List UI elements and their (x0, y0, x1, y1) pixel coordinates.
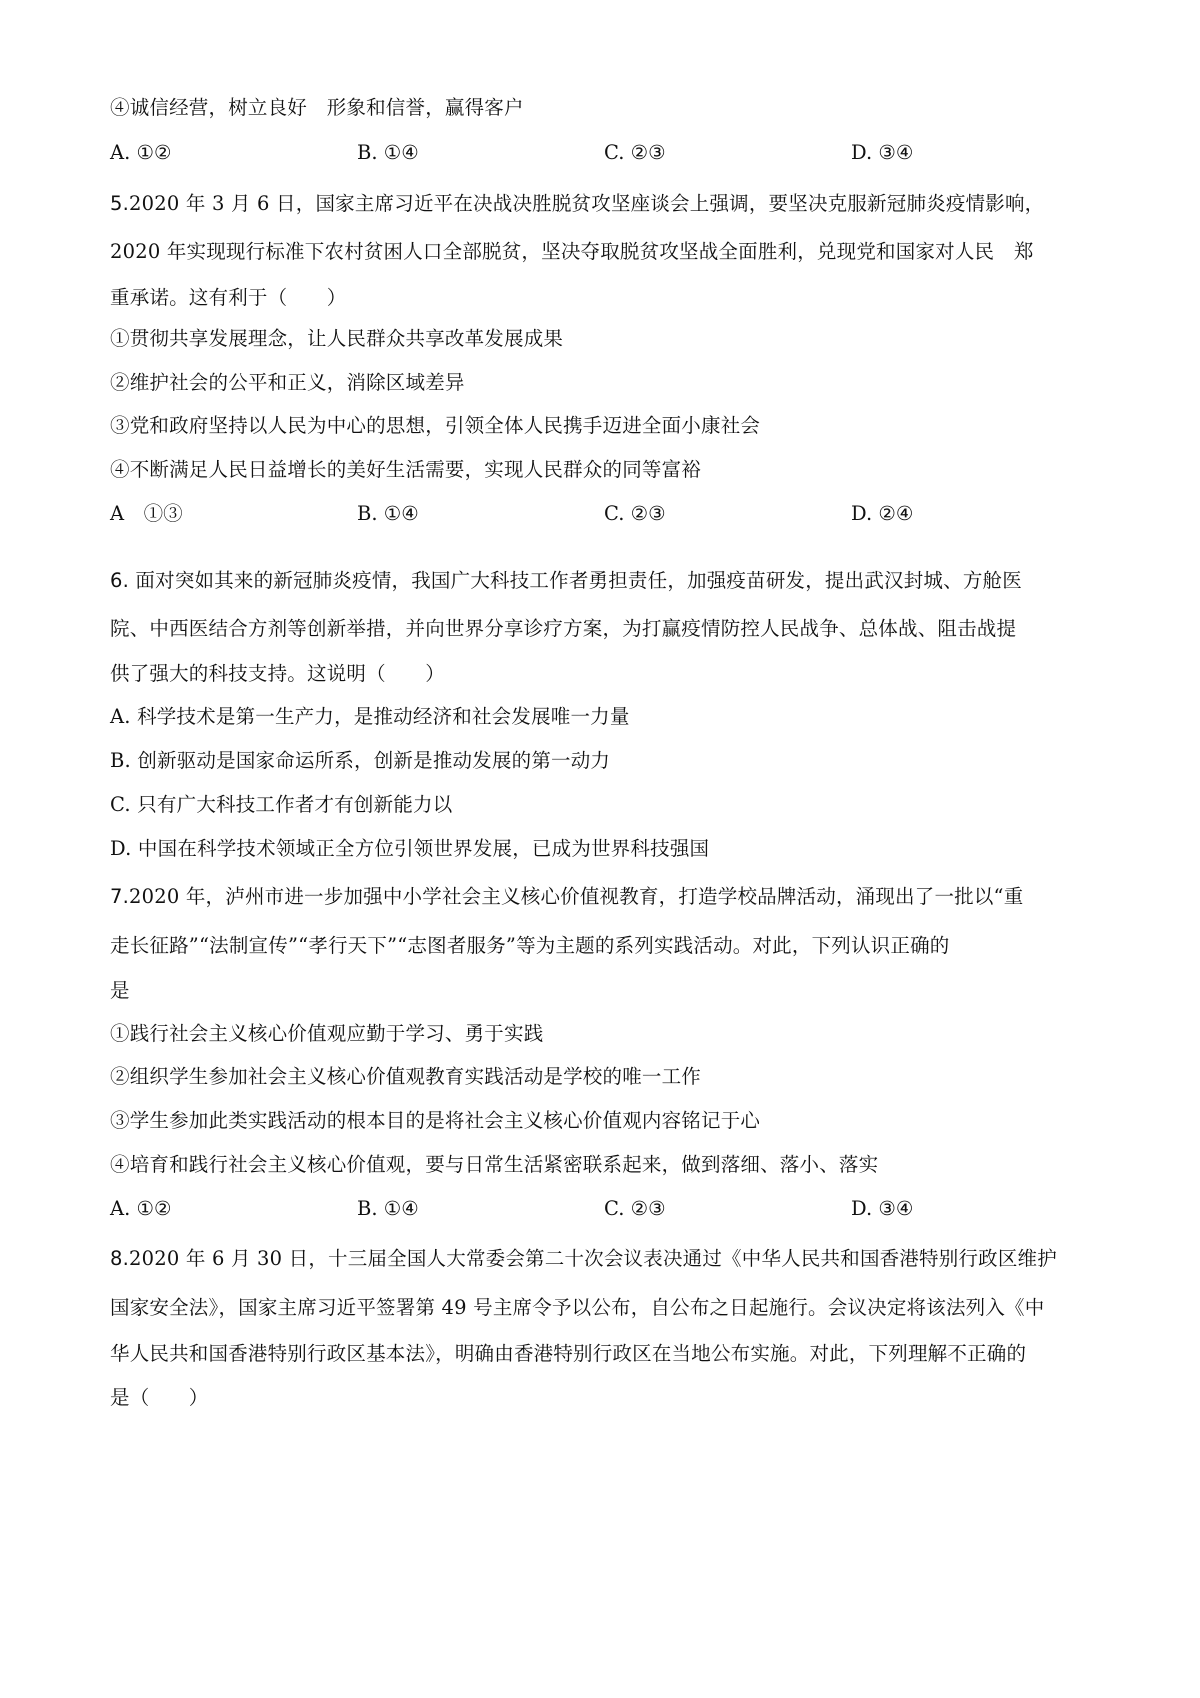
q7-option-c: C. ②③ (604, 1197, 666, 1220)
q5-stem-line-3: 重承诺。这有利于（ ） (110, 286, 347, 309)
q6-stem-line-1 (110, 567, 1110, 595)
q8-stem-line-1 (110, 1245, 1110, 1273)
q7-number: 7. (110, 885, 130, 908)
q4-option-b: B. ①④ (357, 141, 419, 164)
q5-stem-line-1 (110, 190, 1110, 218)
q5-option-b: B. ①④ (357, 502, 419, 525)
q6-option-b: B. 创新驱动是国家命运所系，创新是推动发展的第一动力 (110, 749, 611, 772)
q7-item-1: ①践行社会主义核心价值观应勤于学习、勇于实践 (110, 1022, 544, 1045)
q5-stem-text-1: 2020 年 3 月 6 日，国家主席习近平在决战决胜脱贫攻坚座谈会上强调，要坚决克服新冠肺炎疫情影响， (129, 192, 1045, 215)
q6-stem-text-1: 面对突如其来的新冠肺炎疫情，我国广大科技工作者勇担责任，加强疫苗研发，提出武汉封城、方舱医 (135, 569, 1022, 592)
q7-stem-line-3: 是 (110, 979, 130, 1002)
q7-option-b: B. ①④ (357, 1197, 419, 1220)
q7-item-2: ②组织学生参加社会主义核心价值观教育实践活动是学校的唯一工作 (110, 1065, 702, 1088)
q5-option-c: C. ②③ (604, 502, 666, 525)
q6-stem-line-2: 院、中西医结合方剂等创新举措，并向世界分享诊疗方案，为打赢疫情防控人民战争、总体战、阻击战提 (110, 617, 1017, 640)
q8-stem-line-3: 华人民共和国香港特别行政区基本法》，明确由香港特别行政区在当地公布实施。对此，下列理解不正确的 (110, 1342, 1027, 1365)
q7-options (110, 1195, 1110, 1223)
q5-number: 5. (110, 192, 130, 215)
q6-number: 6. (110, 569, 130, 592)
q5-option-a: A ①③ (110, 502, 183, 525)
q4-item-4: ④诚信经营，树立良好 形象和信誉，赢得客户 (110, 96, 524, 119)
q6-option-d: D. 中国在科学技术领域正全方位引领世界发展，已成为世界科技强国 (110, 837, 710, 860)
q8-stem-text-1: 2020 年 6 月 30 日，十三届全国人大常委会第二十次会议表决通过《中华人民共和国香港特别行政区维护 (129, 1247, 1057, 1270)
q4-options (110, 139, 1110, 167)
q6-option-a: A. 科学技术是第一生产力，是推动经济和社会发展唯一力量 (110, 705, 630, 728)
q8-stem-line-2: 国家安全法》，国家主席习近平签署第 49 号主席令予以公布，自公布之日起施行。会议决定将该法列入《中 (110, 1296, 1045, 1319)
q5-option-d: D. ②④ (851, 502, 914, 525)
q4-option-c: C. ②③ (604, 141, 666, 164)
q7-stem-text-1: 2020 年，泸州市进一步加强中小学社会主义核心价值视教育，打造学校品牌活动，涌现出了一批以“重 (129, 885, 1024, 908)
q7-option-a: A. ①② (110, 1197, 172, 1220)
q5-item-1: ①贯彻共享发展理念，让人民群众共享改革发展成果 (110, 327, 564, 350)
q4-option-a: A. ①② (110, 141, 172, 164)
q7-item-3: ③学生参加此类实践活动的根本目的是将社会主义核心价值观内容铭记于心 (110, 1109, 761, 1132)
q5-stem-line-2: 2020 年实现现行标准下农村贫困人口全部脱贫，坚决夺取脱贫攻坚战全面胜利，兑现党和国家对人民 郑 (110, 240, 1034, 263)
q7-stem-line-2: 走长征路”“法制宣传”“孝行天下”“志图者服务”等为主题的系列实践活动。对此，下列认识正确的 (110, 934, 950, 957)
q7-stem-line-1 (110, 883, 1110, 911)
q6-option-c: C. 只有广大科技工作者才有创新能力以 (110, 793, 453, 816)
q8-stem-line-4: 是（ ） (110, 1386, 209, 1409)
q5-item-3: ③党和政府坚持以人民为中心的思想，引领全体人民携手迈进全面小康社会 (110, 414, 761, 437)
q7-option-d: D. ③④ (851, 1197, 914, 1220)
q8-number: 8. (110, 1247, 130, 1270)
q5-item-4: ④不断满足人民日益增长的美好生活需要，实现人民群众的同等富裕 (110, 458, 702, 481)
q5-item-2: ②维护社会的公平和正义，消除区域差异 (110, 371, 465, 394)
q7-item-4: ④培育和践行社会主义核心价值观，要与日常生活紧密联系起来，做到落细、落小、落实 (110, 1153, 879, 1176)
q5-options (110, 500, 1110, 528)
q4-option-d: D. ③④ (851, 141, 914, 164)
q6-stem-line-3: 供了强大的科技支持。这说明（ ） (110, 662, 445, 685)
